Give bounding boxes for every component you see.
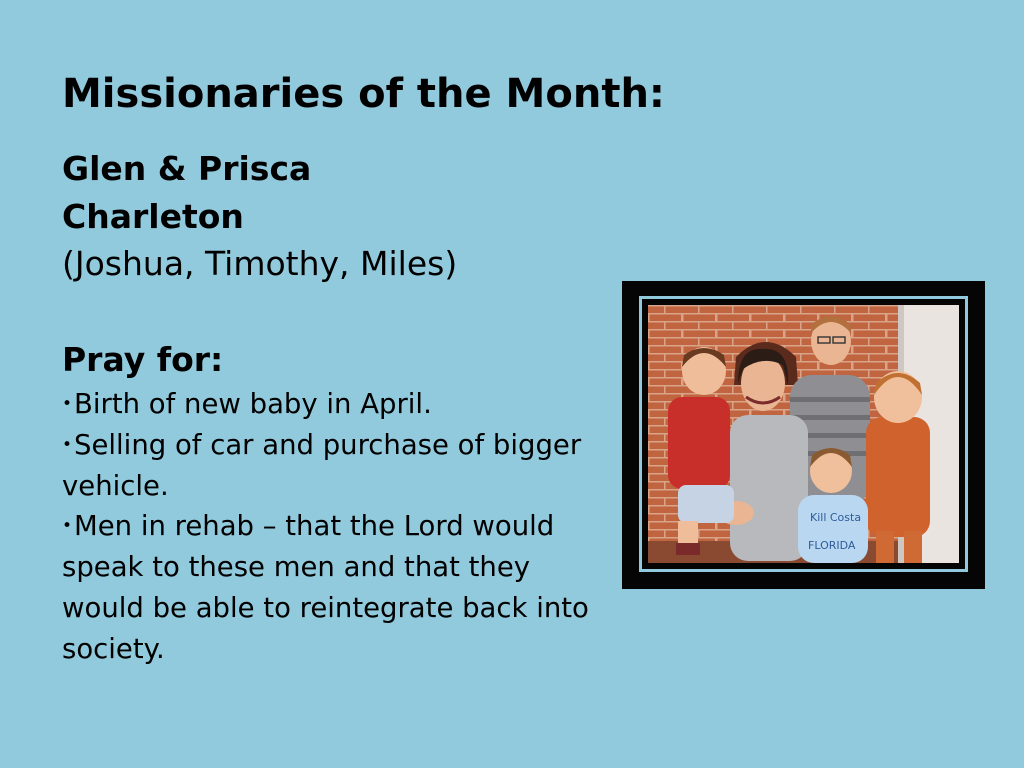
svg-text:Kill Costa: Kill Costa <box>810 511 862 524</box>
pray-for-heading: Pray for: <box>62 340 224 379</box>
photo-frame-inner-border <box>639 296 968 572</box>
prayer-list <box>62 384 602 670</box>
prayer-item-text: Selling of car and purchase of bigger vehicle. <box>62 428 582 502</box>
photo-frame <box>622 281 985 589</box>
prayer-item-rehab <box>62 506 602 669</box>
bullet-icon: • <box>62 516 73 537</box>
slide-title: Missionaries of the Month: <box>62 71 665 117</box>
missionary-names-line-2: Charleton <box>62 197 244 236</box>
prayer-item-vehicle <box>62 425 602 507</box>
bullet-icon: • <box>62 434 73 455</box>
children-names: (Joshua, Timothy, Miles) <box>62 244 458 283</box>
family-photo <box>648 305 959 563</box>
missionary-names <box>62 145 392 241</box>
missionary-names-line-1: Glen & Prisca <box>62 149 312 188</box>
bullet-icon: • <box>62 394 73 414</box>
older-boy-figure <box>866 371 930 563</box>
svg-text:FLORIDA: FLORIDA <box>808 539 856 552</box>
prayer-item-text: Men in rehab – that the Lord would speak to these men and that they would be able to reintegrate back into society. <box>62 510 589 665</box>
prayer-item-baby <box>62 384 602 425</box>
prayer-item-text: Birth of new baby in April. <box>74 388 432 420</box>
